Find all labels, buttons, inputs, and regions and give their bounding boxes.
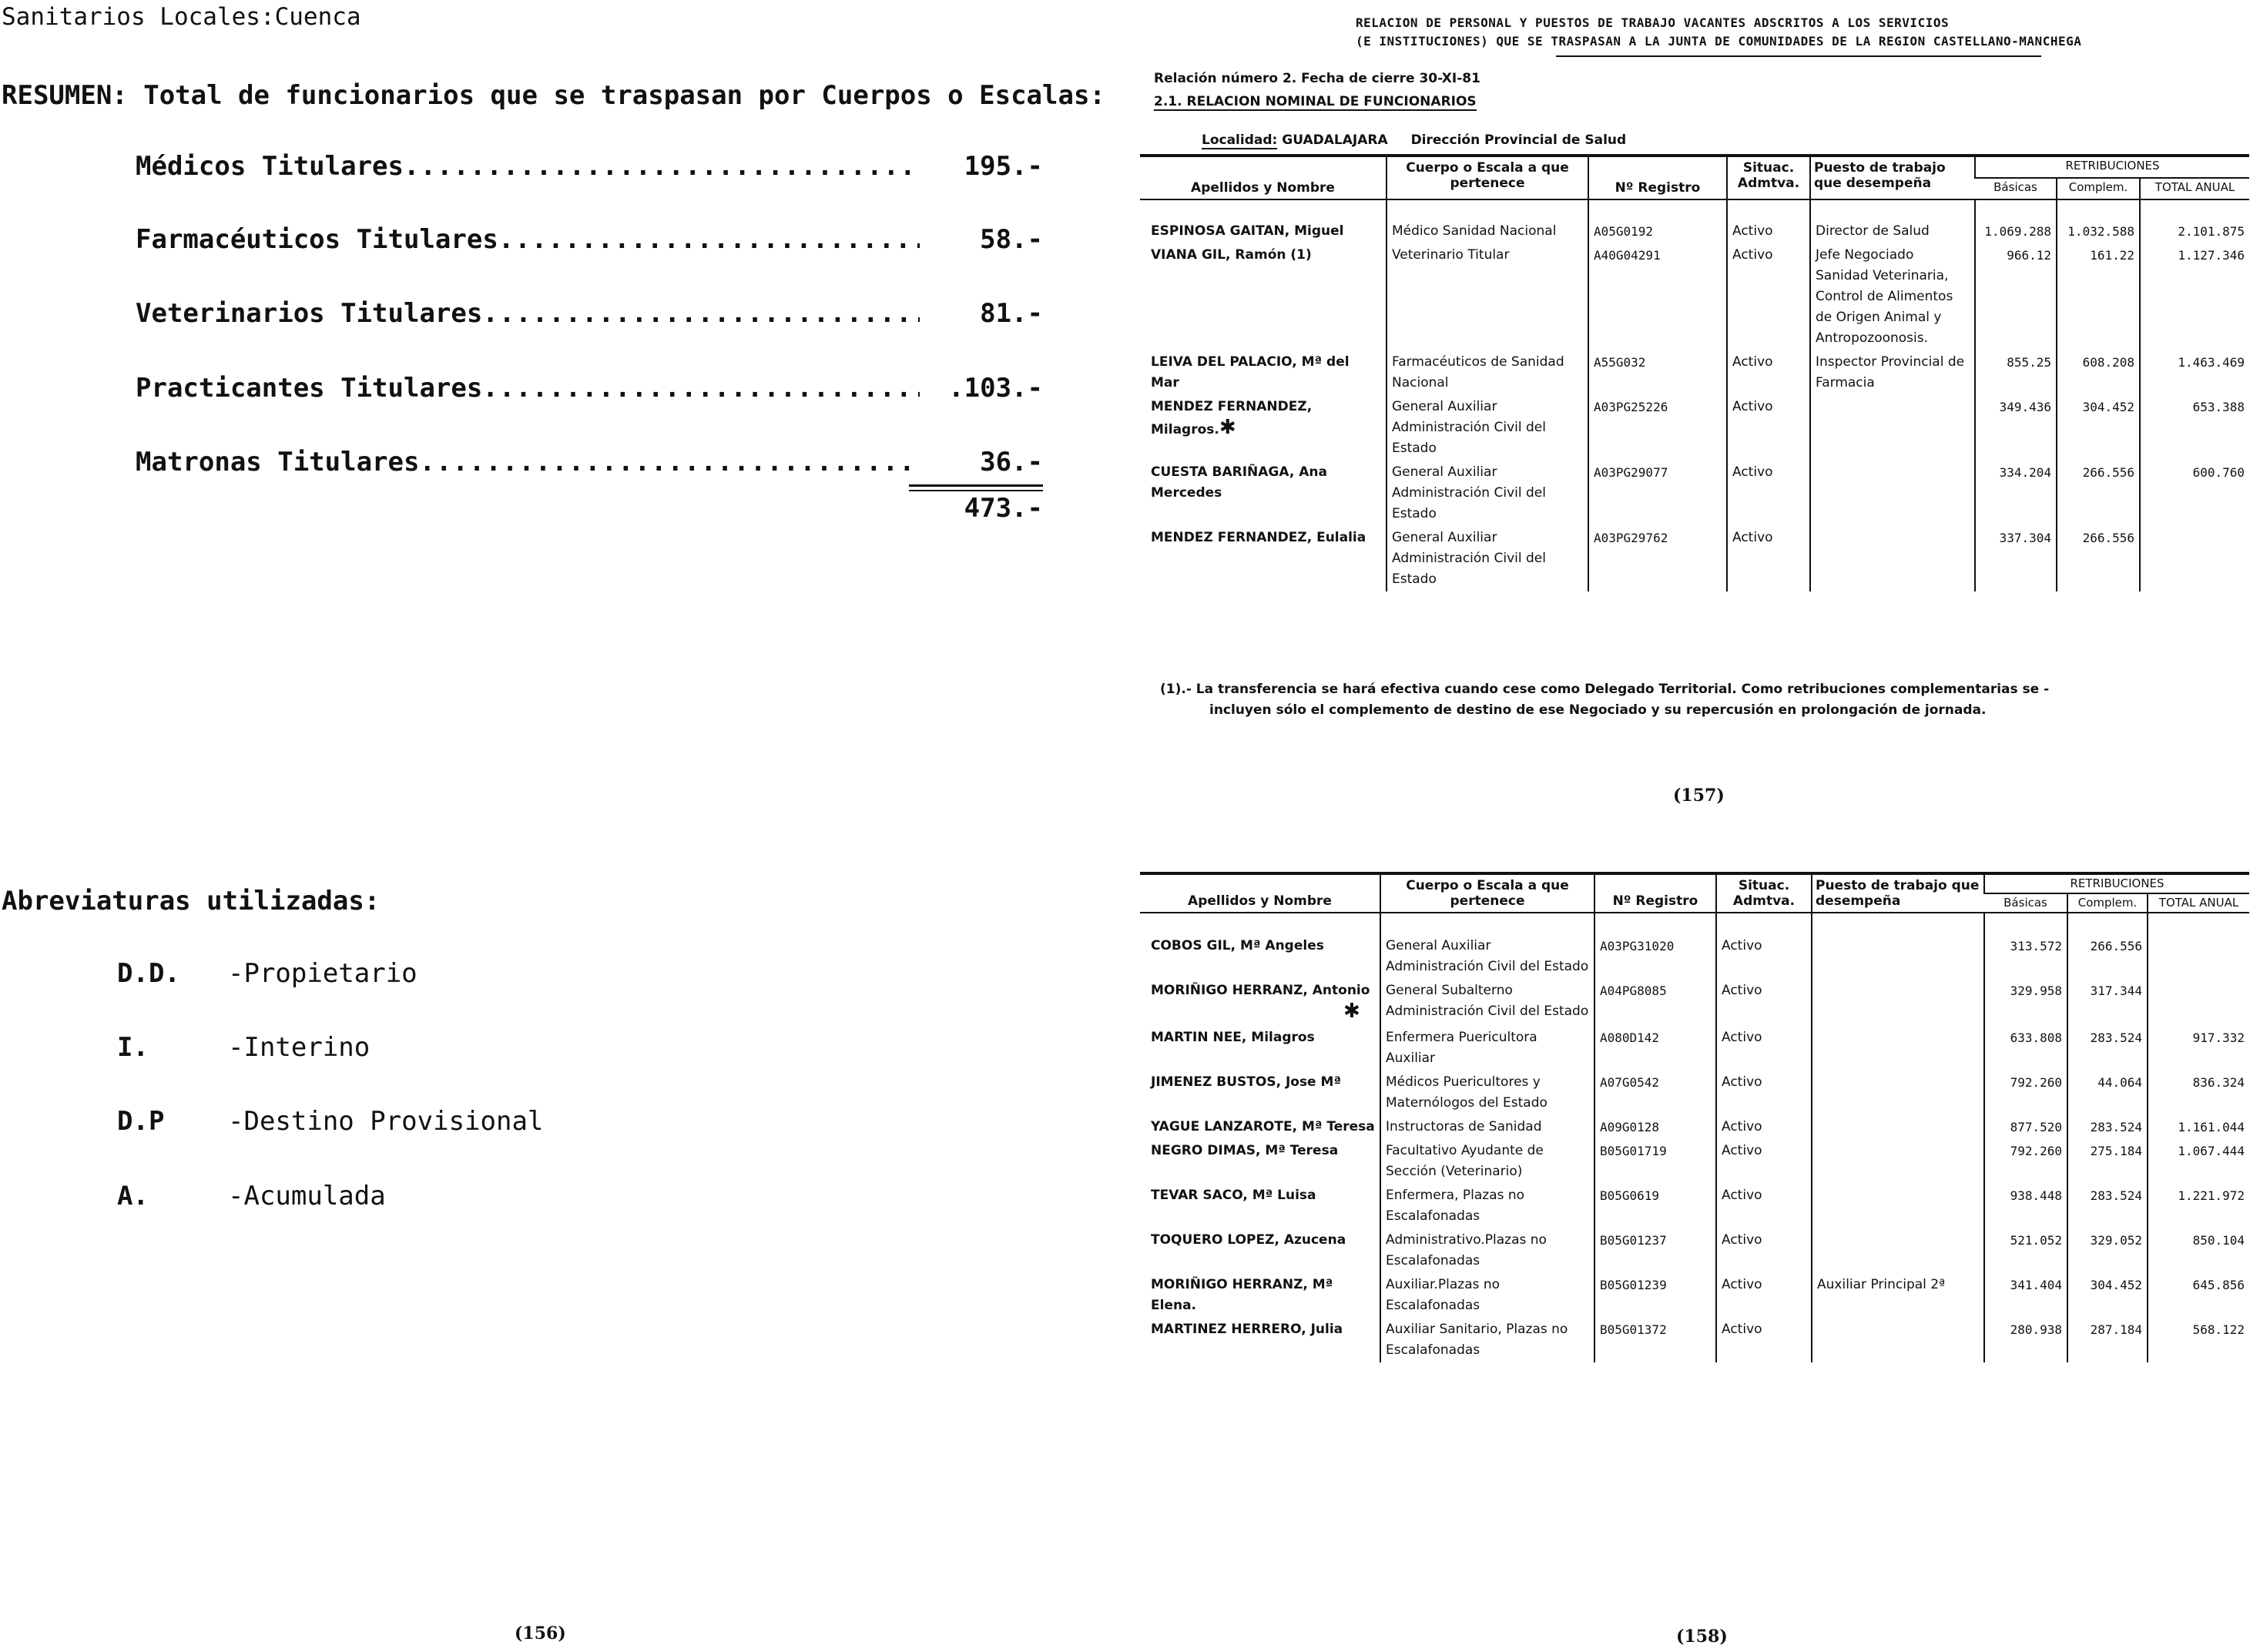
cell-complem: 283.524 <box>2067 1184 2148 1228</box>
cell-situacion: Activo <box>1727 219 1810 243</box>
cell-complem: 1.032.588 <box>2057 219 2140 243</box>
table-row <box>1140 1026 2249 1071</box>
cell-nombre: COBOS GIL, Mª Angeles <box>1151 938 1324 953</box>
cell-complem: 266.556 <box>2057 461 2140 526</box>
cell-complem: 275.184 <box>2067 1139 2148 1184</box>
cell-registro: A05G0192 <box>1588 219 1727 243</box>
title-rule <box>1556 55 2041 57</box>
cell-basicas: 966.12 <box>1975 243 2057 350</box>
cell-complem: 608.208 <box>2057 350 2140 395</box>
col-basicas: Básicas <box>1984 893 2067 913</box>
cell-registro: A03PG29077 <box>1588 461 1727 526</box>
table-row <box>1140 243 2249 350</box>
summary-row <box>136 447 1043 478</box>
footnote <box>1160 679 2254 721</box>
cell-basicas: 329.958 <box>1984 979 2067 1026</box>
col-situacion: Situac. Admtva. <box>1716 873 1812 913</box>
cell-situacion: Activo <box>1716 1115 1812 1139</box>
col-total: TOTAL ANUAL <box>2148 893 2249 913</box>
cell-puesto <box>1812 1184 1984 1228</box>
cell-situacion: Activo <box>1716 934 1812 979</box>
cell-total: 1.127.346 <box>2140 243 2249 350</box>
abbr-code: D.D. <box>117 958 180 989</box>
summary-row <box>136 373 1043 404</box>
summary-row <box>136 298 1043 329</box>
page-number: (157) <box>1673 786 1725 806</box>
cell-cuerpo: Veterinario Titular <box>1387 243 1588 350</box>
direccion: Dirección Provincial de Salud <box>1410 132 1627 148</box>
cell-nombre: VIANA GIL, Ramón (1) <box>1151 247 1312 263</box>
cell-basicas: 855.25 <box>1975 350 2057 395</box>
cell-situacion: Activo <box>1727 243 1810 350</box>
cell-total: 2.101.875 <box>2140 219 2249 243</box>
cell-nombre-text: MENDEZ FERNANDEZ, Milagros. <box>1151 399 1313 437</box>
cell-nombre: MARTINEZ HERRERO, Julia <box>1151 1322 1343 1337</box>
summary-row <box>136 151 1043 182</box>
col-cuerpo: Cuerpo o Escala a que pertenece <box>1380 873 1594 913</box>
table-row <box>1140 1228 2249 1273</box>
cell-nombre <box>1140 395 1387 461</box>
cell-situacion: Activo <box>1727 350 1810 395</box>
cell-complem: 317.344 <box>2067 979 2148 1026</box>
cell-nombre: NEGRO DIMAS, Mª Teresa <box>1151 1143 1339 1158</box>
table-row <box>1140 461 2249 526</box>
summary-value: 81.- <box>980 298 1043 329</box>
cell-nombre: JIMENEZ BUSTOS, Jose Mª <box>1151 1074 1342 1090</box>
cell-cuerpo: General Subalterno Administración Civil del Estado <box>1380 979 1594 1026</box>
abbr-desc: -Acumulada <box>228 1181 386 1211</box>
page-number: (158) <box>1676 1627 1728 1647</box>
relacion-line: Relación número 2. Fecha de cierre 30-XI-81 <box>1154 71 1480 86</box>
col-nombre: Apellidos y Nombre <box>1140 156 1387 199</box>
personnel-table-1 <box>1140 154 2249 591</box>
col-retribuciones: RETRIBUCIONES <box>1984 873 2249 893</box>
cell-situacion: Activo <box>1716 1184 1812 1228</box>
table-row <box>1140 1273 2249 1318</box>
cell-cuerpo: General Auxiliar Administración Civil del Estado <box>1387 395 1588 461</box>
table-row <box>1140 1139 2249 1184</box>
summary-total: 473.- <box>964 493 1043 524</box>
cell-nombre: TOQUERO LOPEZ, Azucena <box>1151 1232 1346 1248</box>
personnel-table-2 <box>1140 872 2249 1362</box>
cell-registro: A09G0128 <box>1594 1115 1716 1139</box>
cell-complem: 44.064 <box>2067 1071 2148 1115</box>
cell-cuerpo: General Auxiliar Administración Civil del Estado <box>1380 934 1594 979</box>
localidad-value: GUADALAJARA <box>1282 132 1388 148</box>
summary-title: RESUMEN: Total de funcionarios que se traspasan por Cuerpos o Escalas: <box>2 80 1105 111</box>
cell-total: 1.067.444 <box>2148 1139 2249 1184</box>
cell-cuerpo: Auxiliar.Plazas no Escalafonadas <box>1380 1273 1594 1318</box>
col-total: TOTAL ANUAL <box>2140 178 2249 199</box>
localidad <box>1202 132 1626 148</box>
abbr-code: D.P <box>117 1106 165 1137</box>
cell-total: 1.161.044 <box>2148 1115 2249 1139</box>
cell-registro: A04PG8085 <box>1594 979 1716 1026</box>
cell-basicas: 521.052 <box>1984 1228 2067 1273</box>
cell-total: 645.856 <box>2148 1273 2249 1318</box>
cell-basicas: 633.808 <box>1984 1026 2067 1071</box>
leader-dots <box>404 151 920 182</box>
cell-puesto <box>1812 1318 1984 1362</box>
cell-basicas: 337.304 <box>1975 526 2057 591</box>
col-complem: Complem. <box>2067 893 2148 913</box>
cell-cuerpo: Farmacéuticos de Sanidad Nacional <box>1387 350 1588 395</box>
cell-nombre-text: MORIÑIGO HERRANZ, Antonio <box>1151 983 1370 998</box>
cell-registro: A03PG25226 <box>1588 395 1727 461</box>
cell-cuerpo: Médico Sanidad Nacional <box>1387 219 1588 243</box>
cell-registro: B05G01239 <box>1594 1273 1716 1318</box>
cell-total: 917.332 <box>2148 1026 2249 1071</box>
cell-complem: 304.452 <box>2067 1273 2148 1318</box>
cell-cuerpo: Enfermera Puericultora Auxiliar <box>1380 1026 1594 1071</box>
cell-cuerpo: Médicos Puericultores y Maternólogos del Estado <box>1380 1071 1594 1115</box>
section-title: 2.1. RELACION NOMINAL DE FUNCIONARIOS <box>1154 94 1477 109</box>
cell-registro: B05G01372 <box>1594 1318 1716 1362</box>
cell-complem: 266.556 <box>2057 526 2140 591</box>
cell-registro: A07G0542 <box>1594 1071 1716 1115</box>
abbr-desc: -Interino <box>228 1032 371 1063</box>
cell-nombre <box>1140 979 1380 1026</box>
table-row <box>1140 1115 2249 1139</box>
leader-dots <box>419 447 920 478</box>
cell-puesto <box>1812 1115 1984 1139</box>
cell-complem: 283.524 <box>2067 1115 2148 1139</box>
cell-puesto <box>1812 979 1984 1026</box>
leader-dots <box>498 224 920 255</box>
cell-puesto <box>1812 934 1984 979</box>
leader-dots <box>482 373 920 404</box>
cell-situacion: Activo <box>1716 1273 1812 1318</box>
cell-basicas: 280.938 <box>1984 1318 2067 1362</box>
cell-total: 1.463.469 <box>2140 350 2249 395</box>
cell-nombre: LEIVA DEL PALACIO, Mª del Mar <box>1151 354 1350 390</box>
cell-complem: 266.556 <box>2067 934 2148 979</box>
table-row <box>1140 1318 2249 1362</box>
cell-basicas: 349.436 <box>1975 395 2057 461</box>
cell-registro: A55G032 <box>1588 350 1727 395</box>
leader-dots <box>482 298 920 329</box>
cell-total: 653.388 <box>2140 395 2249 461</box>
cell-total <box>2148 934 2249 979</box>
summary-name: Practicantes Titulares <box>136 373 483 404</box>
summary-name: Matronas Titulares <box>136 447 420 478</box>
summary-row <box>136 224 1043 255</box>
total-rule <box>909 484 1043 487</box>
cell-total: 568.122 <box>2148 1318 2249 1362</box>
cell-puesto <box>1810 395 1975 461</box>
col-complem: Complem. <box>2057 178 2140 199</box>
cell-complem: 304.452 <box>2057 395 2140 461</box>
cell-puesto <box>1810 461 1975 526</box>
col-retribuciones: RETRIBUCIONES <box>1975 156 2249 178</box>
col-puesto: Puesto de trabajo que desempeña <box>1810 156 1975 199</box>
cell-situacion: Activo <box>1727 461 1810 526</box>
abbr-desc: -Destino Provisional <box>228 1106 544 1137</box>
total-rule <box>909 490 1043 491</box>
summary-name: Farmacéuticos Titulares <box>136 224 498 255</box>
cell-nombre: MARTIN NEE, Milagros <box>1151 1030 1315 1045</box>
cell-cuerpo: Facultativo Ayudante de Sección (Veterinario) <box>1380 1139 1594 1184</box>
col-nombre: Apellidos y Nombre <box>1140 873 1380 913</box>
cell-cuerpo: General Auxiliar Administración Civil del Estado <box>1387 461 1588 526</box>
col-registro: Nº Registro <box>1588 156 1727 199</box>
cell-total: 1.221.972 <box>2148 1184 2249 1228</box>
cell-basicas: 792.260 <box>1984 1139 2067 1184</box>
cell-puesto: Jefe Negociado Sanidad Veterinaria, Control de Alimentos de Origen Animal y Antropozoonosis. <box>1810 243 1975 350</box>
abbreviations-title: Abreviaturas utilizadas: <box>2 886 381 916</box>
cell-basicas: 1.069.288 <box>1975 219 2057 243</box>
summary-value: 195.- <box>964 151 1043 182</box>
document-subtitle: (E INSTITUCIONES) QUE SE TRASPASAN A LA JUNTA DE COMUNIDADES DE LA REGION CASTELLANO-MANCHEGA <box>1356 34 2082 49</box>
col-registro: Nº Registro <box>1594 873 1716 913</box>
cell-situacion: Activo <box>1716 1071 1812 1115</box>
summary-value: .103.- <box>948 373 1043 404</box>
cell-puesto: Auxiliar Principal 2ª <box>1812 1273 1984 1318</box>
cell-basicas: 313.572 <box>1984 934 2067 979</box>
cell-cuerpo: Enfermera, Plazas no Escalafonadas <box>1380 1184 1594 1228</box>
cell-complem: 329.052 <box>2067 1228 2148 1273</box>
cell-cuerpo: Administrativo.Plazas no Escalafonadas <box>1380 1228 1594 1273</box>
cell-total: 850.104 <box>2148 1228 2249 1273</box>
summary-value: 36.- <box>980 447 1043 478</box>
table-row <box>1140 350 2249 395</box>
cell-situacion: Activo <box>1727 395 1810 461</box>
asterisk-mark: ✱ <box>1219 416 1236 439</box>
cell-registro: B05G0619 <box>1594 1184 1716 1228</box>
cell-total <box>2140 526 2249 591</box>
footnote-line: (1).- La transferencia se hará efectiva cuando cese como Delegado Territorial. Como retribuciones complementarias se - <box>1160 682 2050 697</box>
cell-cuerpo: General Auxiliar Administración Civil del Estado <box>1387 526 1588 591</box>
abbr-code: A. <box>117 1181 149 1211</box>
cell-complem: 283.524 <box>2067 1026 2148 1071</box>
cell-registro: B05G01719 <box>1594 1139 1716 1184</box>
cell-puesto <box>1812 1228 1984 1273</box>
cell-cuerpo: Auxiliar Sanitario, Plazas no Escalafonadas <box>1380 1318 1594 1362</box>
cell-registro: A40G04291 <box>1588 243 1727 350</box>
table-row <box>1140 1071 2249 1115</box>
cell-registro: A03PG31020 <box>1594 934 1716 979</box>
cell-registro: B05G01237 <box>1594 1228 1716 1273</box>
cell-situacion: Activo <box>1716 979 1812 1026</box>
cell-registro: A03PG29762 <box>1588 526 1727 591</box>
table-row <box>1140 219 2249 243</box>
cell-nombre: YAGUE LANZAROTE, Mª Teresa <box>1151 1119 1375 1134</box>
cell-situacion: Activo <box>1716 1318 1812 1362</box>
localidad-label: Localidad: <box>1202 132 1278 148</box>
page-number: (156) <box>515 1624 566 1644</box>
cell-basicas: 938.448 <box>1984 1184 2067 1228</box>
cell-situacion: Activo <box>1727 526 1810 591</box>
cell-situacion: Activo <box>1716 1139 1812 1184</box>
document-title: RELACION DE PERSONAL Y PUESTOS DE TRABAJO VACANTES ADSCRITOS A LOS SERVICIOS <box>1356 15 1950 30</box>
summary-name: Veterinarios Titulares <box>136 298 483 329</box>
table-row <box>1140 526 2249 591</box>
cell-situacion: Activo <box>1716 1228 1812 1273</box>
cell-complem: 287.184 <box>2067 1318 2148 1362</box>
cell-puesto: Director de Salud <box>1810 219 1975 243</box>
cell-puesto <box>1812 1026 1984 1071</box>
footnote-line: incluyen sólo el complemento de destino de ese Negociado y su repercusión en prolongación de jornada. <box>1209 702 1987 718</box>
cell-nombre: MORIÑIGO HERRANZ, Mª Elena. <box>1151 1277 1333 1313</box>
col-basicas: Básicas <box>1975 178 2057 199</box>
summary-name: Médicos Titulares <box>136 151 404 182</box>
cell-nombre: CUESTA BARIÑAGA, Ana Mercedes <box>1151 464 1327 501</box>
col-puesto: Puesto de trabajo que desempeña <box>1812 873 1984 913</box>
abbr-desc: -Propietario <box>228 958 417 989</box>
col-situacion: Situac. Admtva. <box>1727 156 1810 199</box>
cell-basicas: 877.520 <box>1984 1115 2067 1139</box>
cell-puesto <box>1812 1071 1984 1115</box>
cell-situacion: Activo <box>1716 1026 1812 1071</box>
cell-complem: 161.22 <box>2057 243 2140 350</box>
cell-basicas: 334.204 <box>1975 461 2057 526</box>
summary-value: 58.- <box>980 224 1043 255</box>
cell-total: 600.760 <box>2140 461 2249 526</box>
table-row <box>1140 934 2249 979</box>
cell-registro: A080D142 <box>1594 1026 1716 1071</box>
cell-puesto <box>1812 1139 1984 1184</box>
cell-puesto <box>1810 526 1975 591</box>
cell-total <box>2148 979 2249 1026</box>
table-row <box>1140 395 2249 461</box>
page-header: Sanitarios Locales:Cuenca <box>2 3 361 31</box>
cell-basicas: 341.404 <box>1984 1273 2067 1318</box>
cell-basicas: 792.260 <box>1984 1071 2067 1115</box>
table-row <box>1140 1184 2249 1228</box>
cell-nombre: MENDEZ FERNANDEZ, Eulalia <box>1151 530 1366 545</box>
cell-puesto: Inspector Provincial de Farmacia <box>1810 350 1975 395</box>
cell-cuerpo: Instructoras de Sanidad <box>1380 1115 1594 1139</box>
cell-total: 836.324 <box>2148 1071 2249 1115</box>
asterisk-mark: ✱ <box>1343 1000 1360 1023</box>
table-row <box>1140 979 2249 1026</box>
abbr-code: I. <box>117 1032 149 1063</box>
col-cuerpo: Cuerpo o Escala a que pertenece <box>1387 156 1588 199</box>
cell-nombre: ESPINOSA GAITAN, Miguel <box>1151 223 1344 239</box>
cell-nombre: TEVAR SACO, Mª Luisa <box>1151 1188 1316 1203</box>
